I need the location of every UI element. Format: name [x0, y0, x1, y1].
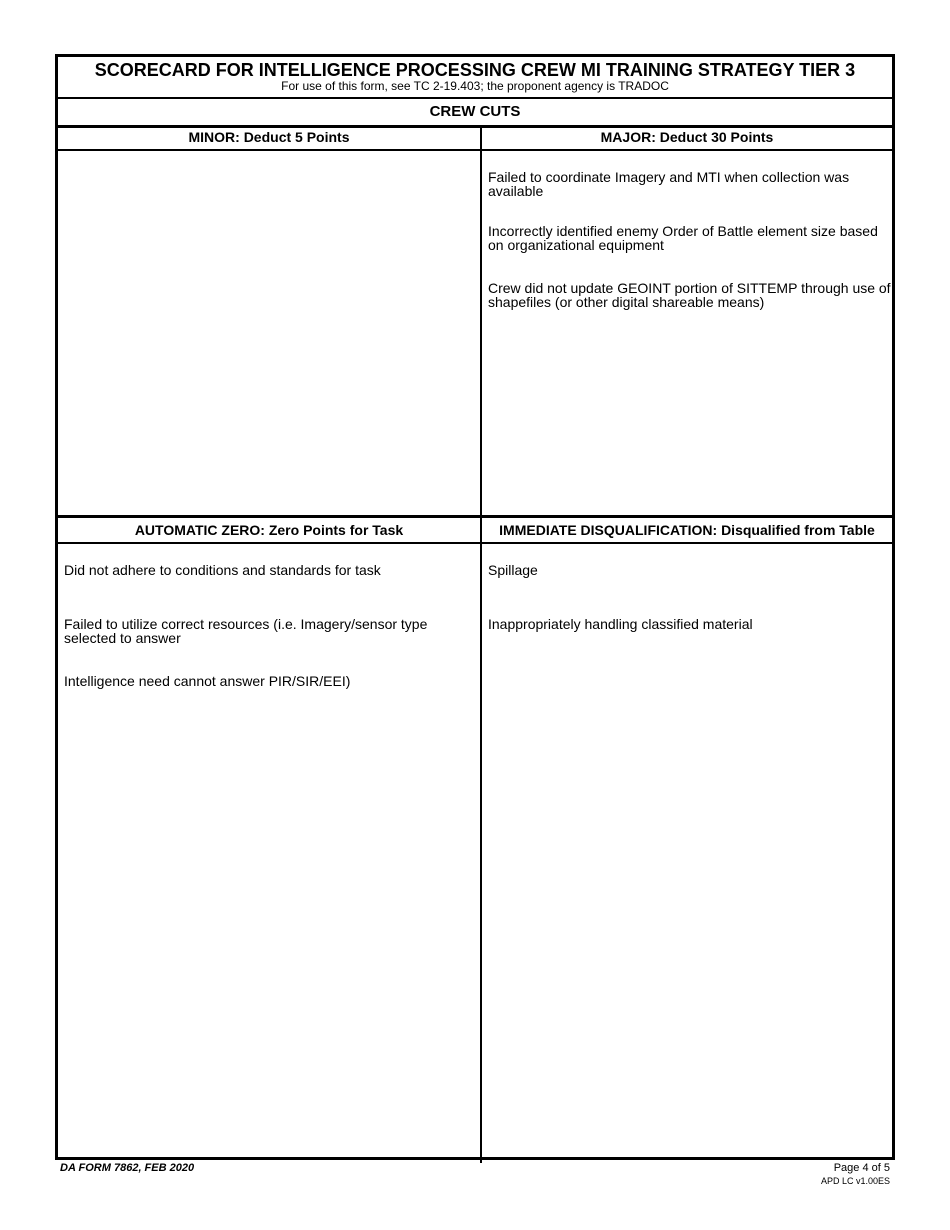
- version-label: APD LC v1.00ES: [820, 1176, 890, 1186]
- immediate-disqualification-item: Inappropriately handling classified material: [488, 616, 753, 632]
- automatic-zero-item: Did not adhere to conditions and standards for task: [64, 562, 381, 578]
- major-items: [488, 151, 892, 515]
- page-footer: [821, 1162, 890, 1186]
- minor-heading: MINOR: Deduct 5 Points: [188, 129, 350, 145]
- automatic-zero-item: Failed to utilize correct resources (i.e. Imagery/sensor type selected to answer: [64, 616, 428, 646]
- major-item: Crew did not update GEOINT portion of SITTEMP through use of shapefiles (or other digital shareable means): [488, 280, 891, 310]
- major-item: Failed to coordinate Imagery and MTI when collection was available: [488, 169, 850, 199]
- automatic-zero-item: Intelligence need cannot answer PIR/SIR/EEI): [64, 673, 351, 689]
- column-divider: [480, 125, 482, 1163]
- major-heading: MAJOR: Deduct 30 Points: [600, 129, 774, 145]
- form-title: SCORECARD FOR INTELLIGENCE PROCESSING CREW MI TRAINING STRATEGY TIER 3: [94, 60, 856, 80]
- immediate-disqualification-item: Spillage: [488, 562, 538, 578]
- page-number: Page 4 of 5: [833, 1162, 890, 1174]
- major-item: Incorrectly identified enemy Order of Battle element size based on organizational equipment: [488, 223, 878, 253]
- automatic-zero-items: [64, 544, 474, 1154]
- immediate-disqualification-heading: IMMEDIATE DISQUALIFICATION: Disqualified from Table: [499, 522, 875, 538]
- automatic-zero-heading: AUTOMATIC ZERO: Zero Points for Task: [134, 522, 404, 538]
- form-subtitle: For use of this form, see TC 2-19.403; the proponent agency is TRADOC: [281, 79, 669, 93]
- form-id: DA FORM 7862, FEB 2020: [60, 1162, 195, 1174]
- section-title: CREW CUTS: [58, 99, 892, 128]
- scorecard-form: [55, 54, 895, 1160]
- minor-items: [64, 151, 474, 515]
- form-header: [58, 57, 892, 99]
- immediate-disqualification-items: [488, 544, 892, 1154]
